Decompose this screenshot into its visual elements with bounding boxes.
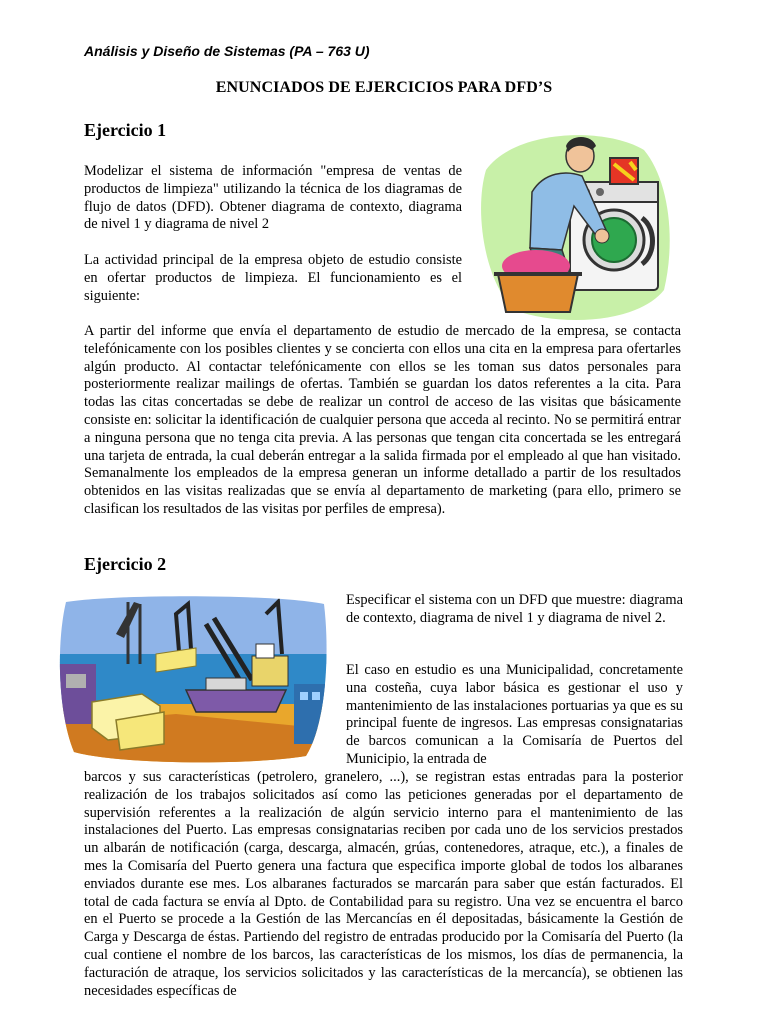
exercise-1-heading: Ejercicio 1 bbox=[84, 120, 167, 140]
document-header: Análisis y Diseño de Sistemas (PA – 763 U) bbox=[84, 43, 370, 59]
exercise-1-paragraph-2: La actividad principal de la empresa objeto de estudio consiste en ofertar productos de limpieza. El funcionamiento es el siguiente: bbox=[84, 252, 462, 304]
exercise-2-paragraph-1: Especificar el sistema con un DFD que muestre: diagrama de contexto, diagrama de nivel 1 y diagrama de nivel 2. bbox=[346, 592, 683, 626]
laundry-clipart-icon bbox=[474, 130, 674, 325]
harbor-clipart-icon bbox=[56, 594, 329, 764]
exercise-2-paragraph-2-continued: barcos y sus características (petrolero, granelero, ...), se registran estas entradas para la posterior realización de los trabajos solicitados así como las peticiones generadas por el departamento de supervisión referentes a la realización de algún servicio interno para el mantenimiento de las instalaciones del Puerto. Las empresas consignatarias reciben por cada uno de los servicios prestados un albarán de notificación (carga, descarga, almacén, grúas, contenedores, atraque, etc.), a finales de mes la Comisaría del Puerto genera una factura que especifica importe global de todos los albaranes enviados durante ese mes. Los albaranes facturados se marcarán para saber que están facturados. El total de cada factura se envía al Dpto. de Contabilidad para su registro. Una vez se encuentra el barco en el Puerto se procede a la Gestión de las Mercancías en él depositadas, básicamente la Gestión de Carga y Descarga de éstas. Partiendo del registro de entradas producido por la Comisaría del Puerto (la cual contiene el nombre de los barcos, las características de los mismos, los días de permanencia, la facturación de atraque, los servicios solicitados y las características de la mercancía), se obtienen las necesidades específicas de bbox=[84, 769, 683, 999]
exercise-2-heading: Ejercicio 2 bbox=[84, 554, 167, 574]
exercise-1-paragraph-3: A partir del informe que envía el departamento de estudio de mercado de la empresa, se contacta telefónicamente con los posibles clientes y se concierta con ellos una cita en la empresa para ofertarles algún producto. Al contactar telefónicamente con ellos se les toman sus datos personales para posteriormente realizar mailings de ofertas. También se guardan los datos referentes a la cita. Para todas las citas concertadas se debe de realizar un control de acceso de las visitas que básicamente consiste en: solicitar la identificación de cualquier persona que acceda al recinto. No se permitirá entrar a ninguna persona que no tenga cita previa. A las personas que tengan cita concertada se les entregará una tarjeta de entrada, la cual deberán entregar a la salida firmada por el empleado al que han visitado. Semanalmente los empleados de la empresa generan un informe detallado a partir de los resultados obtenidos en las visitas realizadas que se envía al departamento de marketing (para ello, primero se clasifican los resultados de las visitas por perfiles de empresa). bbox=[84, 323, 681, 517]
harbor-illustration bbox=[56, 594, 329, 764]
page-title: ENUNCIADOS DE EJERCICIOS PARA DFD’S bbox=[215, 79, 553, 96]
laundry-illustration bbox=[474, 130, 674, 325]
exercise-2-paragraph-2-wrap: El caso en estudio es una Municipalidad, concretamente una costeña, cuya labor básica es gestionar el uso y mantenimiento de las instalaciones portuarias ya que es su principal fuente de ingresos. Las empresas consignatarias de barcos comunican a la Comisaría de Puertos del Municipio, la entrada de bbox=[346, 662, 683, 767]
exercise-1-paragraph-1: Modelizar el sistema de información "empresa de ventas de productos de limpieza" utilizando la técnica de los diagramas de flujo de datos (DFD). Obtener diagrama de contexto, diagrama de nivel 1 y diagrama de nivel 2 bbox=[84, 163, 462, 233]
